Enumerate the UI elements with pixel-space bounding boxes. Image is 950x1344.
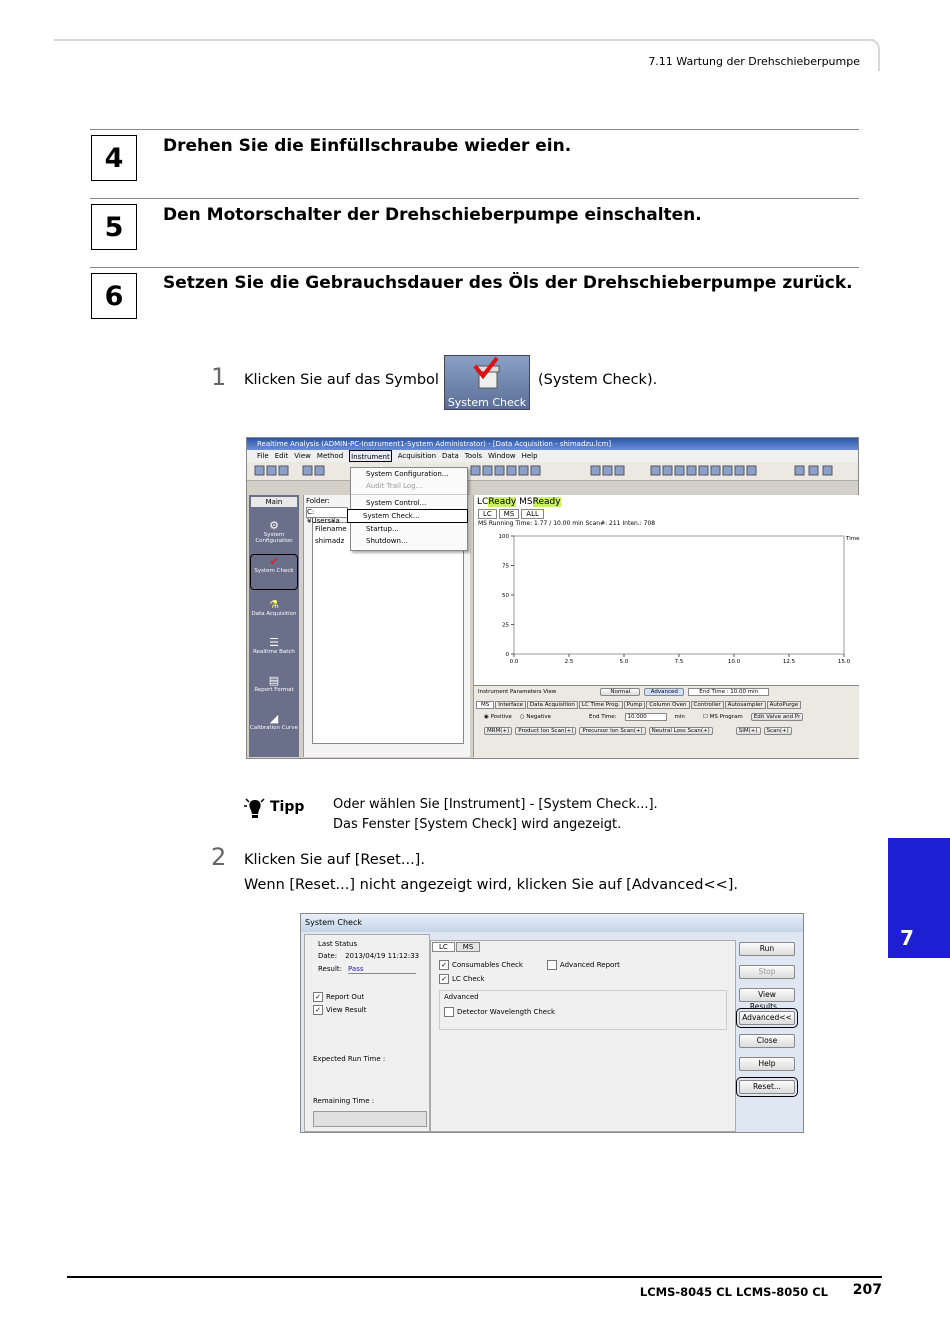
menu-edit[interactable]: Edit <box>274 452 289 460</box>
menu-item-shutdown[interactable]: Shutdown... <box>366 537 408 545</box>
dialog-title-bar: System Check <box>301 914 803 932</box>
y-tick-label: 0 <box>505 652 509 658</box>
end-time-input[interactable]: 10.000 <box>625 713 667 721</box>
menu-file[interactable]: File <box>257 452 269 460</box>
footer-rule <box>67 1276 882 1278</box>
param-tab[interactable]: Interface <box>495 701 526 709</box>
scan-button[interactable]: Precursor Ion Scan(+) <box>579 727 645 735</box>
sidebar-label: Realtime Batch <box>253 649 295 655</box>
advanced-group-label: Advanced <box>444 993 479 1001</box>
checkbox-label: Detector Wavelength Check <box>457 1008 556 1016</box>
substep-number: 2 <box>211 843 227 871</box>
footer-models: LCMS-8045 CL LCMS-8050 CL <box>639 1285 828 1299</box>
edit-valve-button[interactable]: Edit Valve and Pr <box>751 713 804 721</box>
y-tick-label: 75 <box>502 563 509 570</box>
radio-negative[interactable]: ○ Negative <box>519 714 552 720</box>
param-tabs <box>474 701 859 709</box>
sidebar-label: Calibration Curve <box>250 725 298 731</box>
param-tab[interactable]: Autosampler <box>725 701 766 709</box>
param-tab[interactable]: Column Oven <box>646 701 689 709</box>
menu-item-system-configuration[interactable]: System Configuration... <box>366 470 449 478</box>
substep-text-after: (System Check). <box>538 372 658 388</box>
tip-icon <box>243 796 267 826</box>
reset-button[interactable]: Reset... <box>739 1080 795 1094</box>
app-toolbar <box>247 462 858 481</box>
status-panel <box>304 934 430 1132</box>
sidebar-label: Data Acquisition <box>251 611 297 617</box>
sidebar-item-realtime-batch[interactable]: ☰ Realtime Batch <box>253 636 295 655</box>
dialog-buttons <box>739 942 795 1094</box>
param-tab[interactable]: LC Time Prog. <box>579 701 623 709</box>
status-line <box>474 495 859 509</box>
substep-text: Klicken Sie auf das Symbol <box>244 372 439 388</box>
filename-header: Filename <box>315 525 347 533</box>
sidebar-header: Main <box>251 497 297 507</box>
y-tick-label: 25 <box>502 622 509 629</box>
step-text: Setzen Sie die Gebrauchsdauer des Öls der Drehschieberpumpe zurück. <box>163 273 853 293</box>
close-button[interactable]: Close <box>739 1034 795 1048</box>
file-list <box>312 522 464 744</box>
check-panel <box>430 940 736 1132</box>
menu-item-startup[interactable]: Startup... <box>366 525 399 533</box>
x-tick-label: 10.0 <box>727 659 741 665</box>
toolbar-icons <box>247 462 858 480</box>
checkbox-label: MS Program <box>709 714 743 720</box>
tab-ms[interactable]: MS <box>499 509 519 519</box>
radio-label: Positive <box>490 714 512 720</box>
header-rule <box>54 39 874 41</box>
time-axis-label: Time <box>846 536 860 542</box>
menu-item-system-check[interactable]: System Check... <box>347 509 468 523</box>
system-check-icon-label: System Check <box>447 396 527 409</box>
tab-all[interactable]: ALL <box>521 509 544 519</box>
params-title: Instrument Parameters View <box>478 689 557 695</box>
sidebar-label: System Check <box>254 568 294 574</box>
end-time-label: End Time: <box>589 714 617 720</box>
tip-label: Tipp <box>270 799 305 815</box>
menu-data[interactable]: Data <box>442 452 459 460</box>
step-number: 6 <box>91 273 137 319</box>
expected-run-time: Expected Run Time : <box>313 1055 386 1063</box>
param-tab[interactable]: Controller <box>691 701 724 709</box>
chapter-tab <box>888 838 950 958</box>
x-tick-label: 2.5 <box>564 659 574 665</box>
y-tick-label: 100 <box>498 534 509 540</box>
scan-button[interactable]: Product Ion Scan(+) <box>515 727 576 735</box>
menu-acquisition[interactable]: Acquisition <box>397 452 437 460</box>
param-tab[interactable]: Pump <box>624 701 646 709</box>
tip-line-2: Das Fenster [System Check] wird angezeigt. <box>333 817 622 832</box>
step-rule <box>90 198 859 199</box>
step-rule <box>90 267 859 268</box>
stop-button[interactable]: Stop <box>739 965 795 979</box>
section-header: 7.11 Wartung der Drehschieberpumpe <box>648 55 860 68</box>
scan-button[interactable]: Neutral Loss Scan(+) <box>649 727 713 735</box>
advanced-button[interactable]: Advanced<< <box>739 1011 795 1025</box>
date-value: 2013/04/19 11:12:33 <box>345 952 420 960</box>
progress-bar <box>313 1111 427 1127</box>
checkbox-label: LC Check <box>452 975 485 983</box>
y-tick-label: 50 <box>502 593 509 599</box>
page-number: 207 <box>852 1282 882 1298</box>
advanced-view-button[interactable]: Advanced <box>644 688 684 696</box>
view-results-button[interactable]: View Results... <box>739 988 795 1002</box>
chart-tabs <box>474 509 859 519</box>
view-result-checkbox[interactable]: ✓ View Result <box>305 1002 429 1015</box>
sidebar-label: System Configuration <box>255 532 293 544</box>
app-screenshot <box>246 437 859 759</box>
x-tick-label: 5.0 <box>619 659 629 665</box>
header-rule-corner <box>862 39 880 71</box>
advanced-report-checkbox[interactable] <box>547 960 620 970</box>
sidebar-label: Report Format <box>254 687 294 693</box>
date-label: Date: <box>318 952 338 960</box>
param-tab[interactable]: Data Acquisition <box>527 701 578 709</box>
scan-button[interactable]: SIM(+) <box>736 727 761 735</box>
menu-item-system-control[interactable]: System Control... <box>366 499 427 507</box>
substep-number: 1 <box>211 363 227 391</box>
lc-check-checkbox[interactable]: ✓ LC Check <box>431 970 735 984</box>
menu-tools[interactable]: Tools <box>464 452 482 460</box>
param-tab[interactable]: AutoPurge <box>767 701 802 709</box>
checkbox-label: View Result <box>326 1006 367 1014</box>
min-unit: min <box>674 714 685 720</box>
system-check-icon-button[interactable] <box>444 355 530 410</box>
file-item[interactable]: shimadz <box>315 537 345 545</box>
menu-instrument[interactable]: Instrument <box>349 450 392 462</box>
step-text: Den Motorschalter der Drehschieberpumpe einschalten. <box>163 205 702 225</box>
tab-lc[interactable]: LC <box>478 509 497 519</box>
app-title-bar: Realtime Analysis (ADMIN-PC-Instrument1-System Administrator) - [Data Acquisition - shimadzu.lcm] <box>247 438 858 450</box>
menu-window[interactable]: Window <box>488 452 516 460</box>
step-number: 5 <box>91 204 137 250</box>
sidebar-item-system-configuration[interactable]: ⚙ System Configuration <box>255 519 293 544</box>
menu-item-audit-trail-log[interactable]: Audit Trail Log... <box>366 482 423 490</box>
running-time: MS Running Time: 1.77 / 10.00 min Scan#: 211 Inten.: 708 <box>478 520 656 527</box>
normal-button[interactable]: Normal <box>600 688 640 696</box>
status-lc-ready: Ready <box>488 497 517 507</box>
x-tick-label: 15.0 <box>837 659 851 665</box>
sidebar-item-report-format[interactable]: ▤ Report Format <box>254 674 294 693</box>
status-ms-ready: Ready <box>532 497 561 507</box>
sidebar-item-calibration-curve[interactable]: ◢ Calibration Curve <box>250 712 298 731</box>
chart-axes <box>499 534 861 665</box>
x-tick-label: 7.5 <box>674 659 684 665</box>
app-sidebar <box>249 495 299 757</box>
ms-program-checkbox[interactable]: ☐ MS Program <box>702 714 743 720</box>
app-menu-bar <box>247 450 858 462</box>
substep-text: Klicken Sie auf [Reset...]. <box>244 852 425 868</box>
folder-field[interactable]: C:¥Users¥a <box>306 507 348 518</box>
help-button[interactable]: Help <box>739 1057 795 1071</box>
last-status-label: Last Status <box>318 940 358 948</box>
instrument-dropdown <box>350 467 468 551</box>
scan-buttons <box>474 725 859 737</box>
plot-frame <box>514 536 844 654</box>
step-rule <box>90 129 859 130</box>
chapter-number: 7 <box>900 926 914 950</box>
scan-button[interactable]: MRM(+) <box>484 727 512 735</box>
result-value: Pass <box>348 965 416 974</box>
radio-positive[interactable]: ◉ Positive <box>484 714 512 720</box>
menu-method[interactable]: Method <box>316 452 344 460</box>
x-tick-label: 12.5 <box>782 659 796 665</box>
tab-lc[interactable]: LC <box>432 942 455 952</box>
folder-label: Folder: <box>306 497 330 505</box>
status-ms: MS <box>519 497 533 507</box>
scan-button[interactable]: Scan(+) <box>764 727 792 735</box>
result-label: Result: <box>318 965 342 973</box>
checkbox-label: Advanced Report <box>559 961 620 969</box>
param-tab[interactable]: MS <box>476 701 494 709</box>
realtime-chart <box>474 528 859 668</box>
step-number: 4 <box>91 135 137 181</box>
checkbox-label: Report Out <box>326 993 365 1001</box>
x-tick-label: 0.0 <box>509 659 519 665</box>
advanced-group <box>439 990 727 1030</box>
tip-line-1: Oder wählen Sie [Instrument] - [System Check...]. <box>333 797 658 812</box>
detector-wavelength-checkbox[interactable] <box>444 1001 722 1017</box>
main-area <box>473 495 859 757</box>
status-lc: LC <box>477 497 489 507</box>
remaining-time: Remaining Time : <box>313 1097 375 1105</box>
checkbox-label: Consumables Check <box>452 961 523 969</box>
consumables-checkbox[interactable]: ✓ Consumables Check <box>439 960 523 970</box>
tab-ms[interactable]: MS <box>456 942 480 952</box>
run-button[interactable]: Run <box>739 942 795 956</box>
instrument-params <box>474 685 859 758</box>
system-check-dialog <box>300 913 804 1133</box>
lightbulb-icon <box>243 796 267 822</box>
sidebar-item-data-acquisition[interactable]: ⚗ Data Acquisition <box>251 598 297 617</box>
substep-text: Wenn [Reset...] nicht angezeigt wird, klicken Sie auf [Advanced<<]. <box>244 877 739 893</box>
radio-label: Negative <box>526 714 552 720</box>
end-time-display: End Time : 10.00 min <box>688 688 769 696</box>
menu-view[interactable]: View <box>294 452 311 460</box>
menu-help[interactable]: Help <box>521 452 538 460</box>
sidebar-item-system-check[interactable]: ✔ System Check <box>250 554 298 590</box>
report-out-checkbox[interactable]: ✓ Report Out <box>305 974 429 1002</box>
system-check-icon <box>445 356 529 394</box>
step-text: Drehen Sie die Einfüllschraube wieder ein. <box>163 136 572 156</box>
